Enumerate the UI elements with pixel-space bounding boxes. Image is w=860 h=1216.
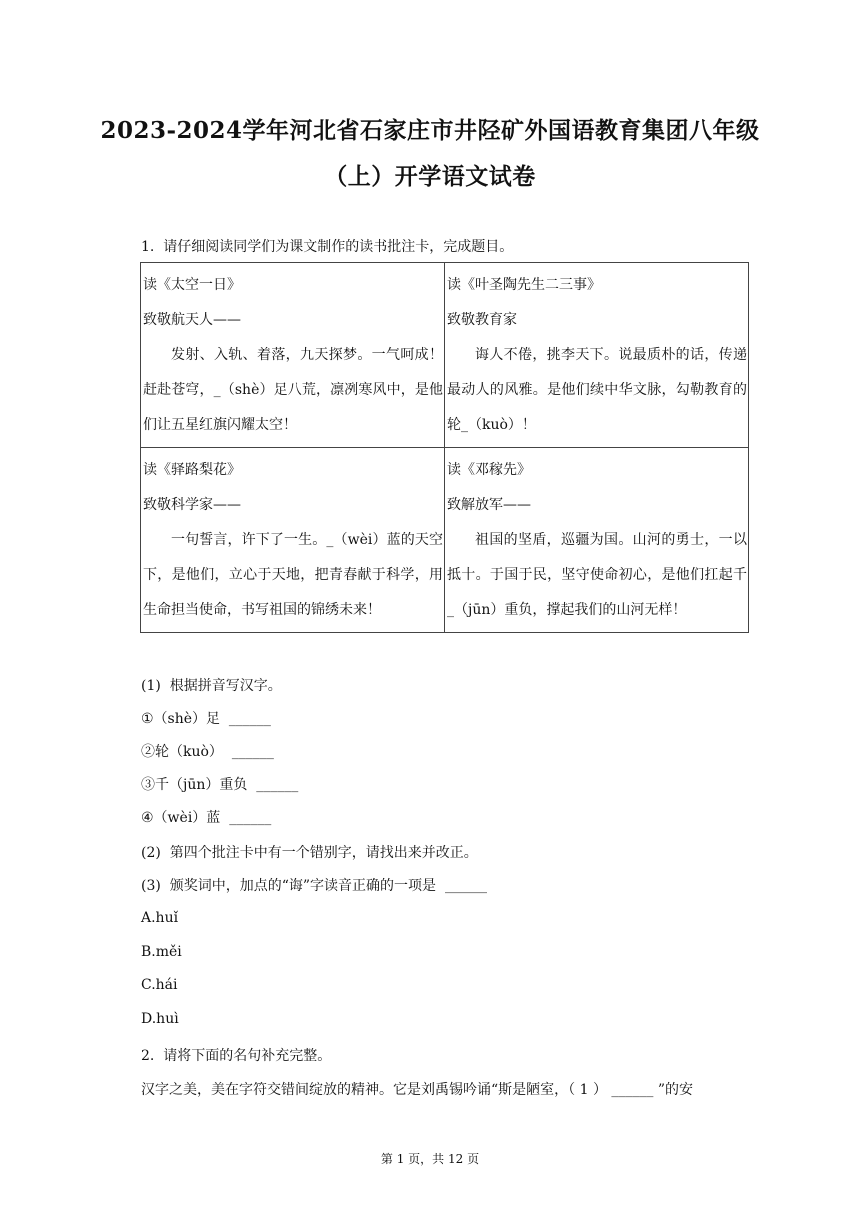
fill-blank-item: ③千（jūn）重负 ______ bbox=[141, 777, 299, 793]
option-d: D.huì bbox=[141, 1011, 179, 1027]
card-body: 一句誓言，许下了一生。_（wèi）蓝的天空下，是他们，立心于天地，把青春献于科学，用生命担当使命，书写祖国的锦绣未来！ bbox=[143, 532, 443, 618]
card-salute: 致解放军—— bbox=[447, 497, 531, 513]
card-body: 诲人不倦，挑李天下。说最质朴的话，传递最动人的风雅。是他们续中华文脉，勾勒教育的轮_（kuò）！ bbox=[447, 347, 747, 433]
option-c: C.hái bbox=[141, 977, 178, 993]
question-2-text: 汉字之美，美在字符交错间绽放的精神。它是刘禹锡吟诵“斯是陋室，（ 1 ） ______ ”的安 bbox=[141, 1082, 694, 1098]
card-read-title: 读《太空一日》 bbox=[143, 277, 241, 293]
exam-title-line1: 2023-2024学年河北省石家庄市井陉矿外国语教育集团八年级 bbox=[100, 117, 760, 144]
fill-blank-item: ②轮（kuò） ______ bbox=[141, 744, 274, 760]
card-read-title: 读《叶圣陶先生二三事》 bbox=[447, 277, 601, 293]
card-salute: 致敬航天人—— bbox=[143, 312, 241, 328]
option-a: A.huǐ bbox=[141, 910, 179, 926]
card-salute: 致敬教育家 bbox=[447, 312, 517, 328]
card-body: 祖国的坚盾，巡疆为国。山河的勇士，一以抵十。于国于民，坚守使命初心，是他们扛起千_（jūn）重负，撑起我们的山河无样！ bbox=[447, 532, 747, 618]
sub-question-2: (2) 第四个批注卡中有一个错别字，请找出来并改正。 bbox=[141, 845, 478, 861]
fill-blank-item: ①（shè）足 ______ bbox=[141, 711, 271, 727]
question-2-stem: 2. 请将下面的名句补充完整。 bbox=[141, 1048, 332, 1064]
sub-question-3: (3) 颁奖词中，加点的“诲”字读音正确的一项是 ______ bbox=[141, 878, 487, 894]
page-footer: 第 1 页，共 12 页 bbox=[380, 1152, 480, 1166]
card-read-title: 读《邓稼先》 bbox=[447, 462, 531, 478]
card-body: 发射、入轨、着落，九天探梦。一气呵成！赶赴苍穹，_（shè）足八荒，凛冽寒风中，是他们让五星红旗闪耀太空！ bbox=[143, 347, 443, 433]
fill-blank-item: ④（wèi）蓝 ______ bbox=[141, 810, 272, 826]
exam-title-line2: （上）开学语文试卷 bbox=[324, 163, 536, 190]
annotation-cards-table bbox=[140, 262, 749, 633]
annotation-card bbox=[141, 263, 445, 448]
question-1-stem: 1. 请仔细阅读同学们为课文制作的读书批注卡，完成题目。 bbox=[141, 239, 514, 255]
card-read-title: 读《驿路梨花》 bbox=[143, 462, 241, 478]
annotation-card bbox=[445, 448, 749, 633]
annotation-card bbox=[141, 448, 445, 633]
annotation-card bbox=[445, 263, 749, 448]
sub-question-1: (1) 根据拼音写汉字。 bbox=[141, 678, 282, 694]
card-salute: 致敬科学家—— bbox=[143, 497, 241, 513]
option-b: B.měi bbox=[141, 944, 182, 960]
